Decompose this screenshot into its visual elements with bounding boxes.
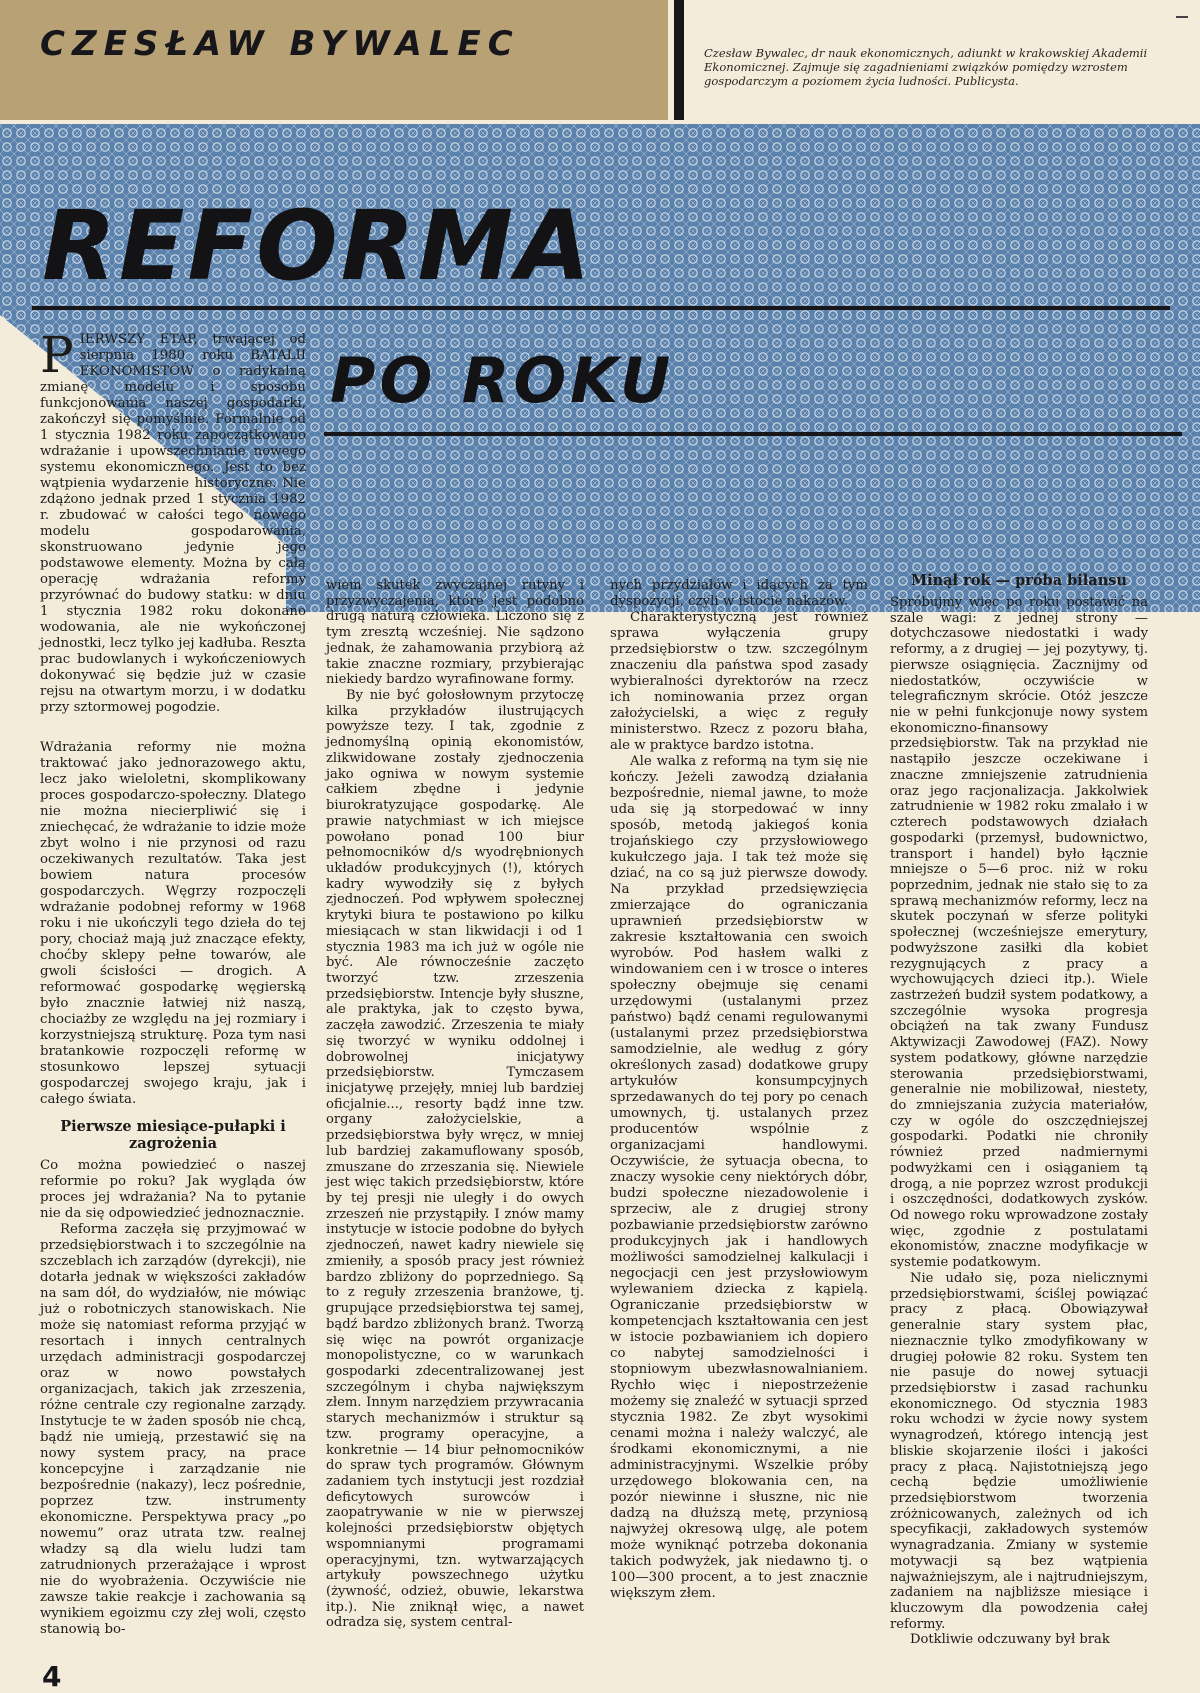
column4-paragraph-2: Nie udało się, poza nielicznymi przedsiębiorstwami, ściślej powiązać pracy z płacą. Obowiązywał generalnie stary system płac, nieznacznie tylko zmodyfikowany w drugiej połowie 82 roku. System ten nie pasuje do nowej sytuacji przedsiębiorstw i zasad rachunku ekonomicznego. Od stycznia 1983 roku wchodzi w życie nowy system wynagrodzeń, którego intencją jest bliskie skojarzenie ilości i jakości pracy z płacą. Najistotniejszą jego cechą będzie umożliwienie przedsiębiorstwom tworzenia zróżnicowanych, zależnych od ich specyfikacji, zakładowych systemów wynagradzania. Zmiany w systemie motywacji są bez wątpienia najważniejszym, ale i najtrudniejszym, zadaniem na najbliższe miesiące i kluczowym dla powodzenia całej reformy. [890, 1270, 1148, 1632]
title-line-1: REFORMA [42, 190, 594, 302]
author-banner [0, 0, 668, 120]
intro-paragraph-2: Wdrażania reformy nie można traktować jako jednorazowego aktu, lecz jako wieloletni, skomplikowany proces gospodarczo-społeczny. Dlatego nie można niecierpliwić się i zniechęcać, że wdrażanie to idzie może zbyt wolno i nie przynosi od razu oczekiwanych rezultatów. Taka jest bowiem natura procesów gospodarczych. Węgrzy rozpoczęli wdrażanie podobnej reformy w 1968 roku i nie ukończyli tego dzieła do tej pory, chociaż mają już znaczące efekty, choćby sklepy pełne towarów, ale gwoli ścisłości — drogich. A reformować gospodarkę węgierską było znacznie łatwiej niż naszą, chociażby ze względu na jej rozmiary i korzystniejszą strukturę. Poza tym nasi bratankowie rozpoczęli reformę w stosunkowo lepszej sytuacji gospodarczej swojego kraju, jak i całego świata. [40, 740, 306, 1107]
title-rule-1 [32, 306, 1170, 310]
intro-lead-paragraph [40, 326, 306, 716]
column-1 [40, 740, 306, 1638]
author-name: CZESŁAW BYWALEC [40, 24, 520, 64]
drop-cap: P [40, 326, 74, 384]
title-line-2: PO ROKU [330, 344, 675, 417]
intro-column [40, 326, 306, 716]
column4-paragraph-3: Dotkliwie odczuwany był brak [910, 1632, 1110, 1648]
header-divider [674, 0, 684, 120]
section1-paragraph-2: Reforma zaczęła się przyjmować w przedsiębiorstwach i to szczególnie na szczeblach ich zarządów (dyrekcji), nie dotarła jednak w większości zakładów na sam dół, do wydziałów, nie mówiąc już o robotniczych stanowiskach. Nie może się natomiast reforma przyjąć w resortach i innych centralnych urzędach administracji gospodarczej oraz w nowo powstałych organizacjach, takich jak zrzeszenia, różne centrale czy regionalne zarządy. Instytucje te w żaden sposób nie chcą, bądź nie umieją, przestawić się na nowy system pracy, na prace koncepcyjne i zarządzanie nie bezpośrednie (nakazy), lecz pośrednie, poprzez tzw. instrumenty ekonomiczne. Perspektywa pracy „po nowemu” oraz utrata tzw. realnej władzy są dla wielu ludzi tam zatrudnionych przerażające i wprost nie do wyobrażenia. Oczywiście nie zawsze takie reakcje i zachowania są wynikiem egoizmu czy złej woli, często stanowią bo- [40, 1222, 306, 1637]
title-rule-2 [324, 432, 1182, 436]
column3-paragraph-2: Charakterystyczną jest również sprawa wyłączenia grupy przedsiębiorstw o tzw. szczególnym znaczeniu dla państwa spod zasady wybieralności dyrektorów na rzecz ich nominowania przez organ założycielski, a więc z reguły ministerstwo. Rzecz z pozoru błaha, ale w praktyce bardzo istotna. [610, 610, 868, 753]
section-heading-2: Minął rok — próba bilansu [911, 572, 1127, 589]
column3-paragraph-1: nych przydziałów i idących za tym dyspozycji, czyli w istocie nakazów. [610, 578, 868, 609]
page-number: 4 [42, 1660, 62, 1693]
column2-paragraph-1: wiem skutek zwyczajnej rutyny i przyzwyczajenia, które jest podobno drugą naturą człowieka. Liczono się z tym zresztą wcześniej. Nie sądzono jednak, że zahamowania przybiorą aż takie znaczne rozmiary, przybierając niekiedy bardzo wyrafinowane formy. [326, 578, 584, 688]
section1-paragraph-1: Co można powiedzieć o naszej reformie po roku? Jak wygląda ów proces jej wdrażania? Na to pytanie nie da się odpowiedzieć jednoznacznie. [40, 1158, 306, 1221]
section-heading-1: Pierwsze miesiące-pułapki i zagrożenia [60, 1118, 286, 1152]
column-3 [610, 578, 868, 1602]
column3-paragraph-3: Ale walka z reformą na tym się nie kończy. Jeżeli zawodzą działania bezpośrednie, niemal jawne, to może uda się ją storpedować w inny sposób, metodą jakiegoś konia trojańskiego czy przysłowiowego kukułczego jaja. I tak też może się dziać, na co są już pierwsze dowody. Na przykład przedsięwzięcia zmierzające do ograniczania uprawnień przedsiębiorstw w zakresie kształtowania cen swoich wyrobów. Pod hasłem walki z windowaniem cen i w trosce o interes społeczny obejmuje się cenami urzędowymi (ustalanymi przez państwo) bądź cenami regulowanymi (ustalanymi przez przedsiębiorstwa samodzielnie, ale według z góry określonych zasad) dodatkowe grupy artykułów konsumpcyjnych sprzedawanych do tej pory po cenach umownych, tj. ustalanych przez producentów wspólnie z organizacjami handlowymi. Oczywiście, że sytuacja obecna, to znaczy wysokie ceny niektórych dóbr, budzi społeczne niezadowolenie i sprzeciw, ale z drugiej strony pozbawianie przedsiębiorstw zarówno produkcyjnych jak i handlowych możliwości samodzielnej kalkulacji i negocjacji cen jest przysłowiowym wylewaniem dziecka z kąpielą. Ograniczanie przedsiębiorstw w kompetencjach kształtowania cen jest w istocie pozbawianiem ich dopiero co nabytej samodzielności i stopniowym ubezwłasnowalnianiem. Rychło więc i niepostrzeżenie możemy się znaleźć w sytuacji sprzed stycznia 1982. Ze zbyt wysokimi cenami można i należy walczyć, ale środkami ekonomicznymi, a nie administracyjnymi. Wszelkie próby urzędowego blokowania cen, na pozór niewinne i słuszne, nic nie dadzą na dłuższą metę, przyniosą najwyżej okresową ulgę, ale potem może wyniknąć potrzeba dokonania takich podwyżek, jak niedawno tj. o 100—300 procent, a to jest znacznie większym złem. [610, 754, 868, 1601]
column-2 [326, 578, 584, 1631]
column4-paragraph-1: Spróbujmy więc po roku postawić na szale wagi: z jednej strony — dotychczasowe niedostatki i wady reformy, a z drugiej — jej pozytywy, tj. pierwsze osiągnięcia. Zacznijmy od niedostatków, oczywiście w telegraficznym skrócie. Otóż jeszcze nie w pełni funkcjonuje nowy system ekonomiczno-finansowy przedsiębiorstw. Tak na przykład nie nastąpiło jeszcze oczekiwane i znaczne zmniejszenie zatrudnienia oraz jego racjonalizacja. Jakkolwiek zatrudnienie w 1982 roku zmalało i w czterech podstawowych działach gospodarki (przemysł, budownictwo, transport i handel) było łącznie mniejsze o 5—6 proc. niż w roku poprzednim, jednak nie stało się to za sprawą mechanizmów reformy, lecz na skutek poczynań w sferze polityki społecznej (wcześniejsze emerytury, podwyższone zasiłki dla kobiet rezygnujących z pracy a wychowujących dzieci itp.). Wiele zastrzeżeń budził system podatkowy, a szczególnie wysoka progresja obciążeń na tak zwany Fundusz Aktywizacji Zawodowej (FAZ). Nowy system podatkowy, główne narzędzie sterowania przedsiębiorstwami, generalnie nie mobilizował, niestety, do zmniejszania zużycia materiałów, czy w ogóle do oszczędniejszej gospodarki. Podatki nie chroniły również przed nadmiernymi podwyżkami cen i osiąganiem tą drogą, a nie poprzez wzrost produkcji i oszczędności, dodatkowych zysków. Od nowego roku wprowadzone zostały więc, zgodnie z postulatami ekonomistów, znaczne modyfikacje w systemie podatkowym. [890, 595, 1148, 1271]
corner-mark [1176, 16, 1188, 18]
column-4 [890, 572, 1148, 1648]
author-bio: Czesław Bywalec, dr nauk ekonomicznych, adiunkt w krakowskiej Akademii Ekonomicznej. Zajmuje się zagadnieniami związków pomiędzy wzrostem gospodarczym a poziomem życia ludności. Publicysta. [704, 46, 1148, 88]
column2-paragraph-2: By nie być gołosłownym przytoczę kilka przykładów ilustrujących powyższe tezy. I tak, zgodnie z jednomyślną opinią ekonomistów, zlikwidowane zostały zjednoczenia jako ogniwa w nowym systemie całkiem zbędne i jedynie biurokratyzujące gospodarkę. Ale prawie natychmiast w ich miejsce powołano ponad 100 biur pełnomocników d/s wyodrębnionych układów produkcyjnych (!), których kadry wywodziły się z byłych zjednoczeń. Pod wpływem społecznej krytyki biura te postawiono po kilku miesiącach w stan likwidacji i od 1 stycznia 1983 ma ich już w ogóle nie być. Ale równocześnie zaczęto tworzyć tzw. zrzeszenia przedsiębiorstw. Intencje były słuszne, ale praktyka, jak to często bywa, zaczęła zawodzić. Zrzeszenia te miały się tworzyć w wyniku oddolnej i dobrowolnej inicjatywy przedsiębiorstw. Tymczasem inicjatywę przejęły, mniej lub bardziej oficjalnie..., resorty bądź inne tzw. organy założycielskie, a przedsiębiorstwa były wręcz, w mniej lub bardziej zakamuflowany sposób, zmuszane do zrzeszania się. Niewiele jest więc takich przedsiębiorstw, które by tej presji nie uległy i do owych zrzeszeń nie przystąpiły. I znów mamy instytucje w istocie podobne do byłych zjednoczeń, nawet kadry niewiele się zmieniły, a sposób pracy jest również bardzo zbliżony do poprzedniego. Są to z reguły zrzeszenia branżowe, tj. grupujące przedsiębiorstwa tej samej, bądź bardzo zbliżonych branż. Tworzą się więc na powrót organizacje monopolistyczne, co w warunkach gospodarki zdecentralizowanej jest szczególnym i chyba największym złem. Innym narzędziem przywracania starych mechanizmów i struktur są tzw. programy operacyjne, a konkretnie — 14 biur pełnomocników do spraw tych programów. Głównym zadaniem tych instytucji jest rozdział deficytowych surowców i zaopatrywanie w nie w pierwszej kolejności przedsiębiorstw objętych wspomnianymi programami operacyjnymi, tzn. wytwarzających artykuły powszechnego użytku (żywność, odzież, obuwie, lekarstwa itp.). Nie zniknął więc, a nawet odradza się, system central- [326, 688, 584, 1631]
intro-lead-text: IERWSZY ETAP, trwającej od sierpnia 1980 roku BATALII EKONOMISTÓW o radykalną zmianę modelu i sposobu funkcjonowania naszej gospodarki, zakończył się pomyślnie. Formalnie od 1 stycznia 1982 roku zapoczątkowano wdrażanie i upowszechnianie nowego systemu ekonomicznego. Jest to bez wątpienia wydarzenie historyczne. Nie zdążono jednak przed 1 stycznia 1982 r. zbudować w całości tego nowego modelu gospodarowania, skonstruowano jedynie jego podstawowe elementy. Można by całą operację wdrażania reformy przyrównać do budowy statku: w dniu 1 stycznia 1982 roku dokonano wodowania, ale nie wykończonej jednostki, lecz tylko jej kadłuba. Reszta prac budowlanych i wykończeniowych dokonywać się będzie już w czasie rejsu na otwartym morzu, i w dodatku przy sztormowej pogodzie. [40, 332, 306, 715]
